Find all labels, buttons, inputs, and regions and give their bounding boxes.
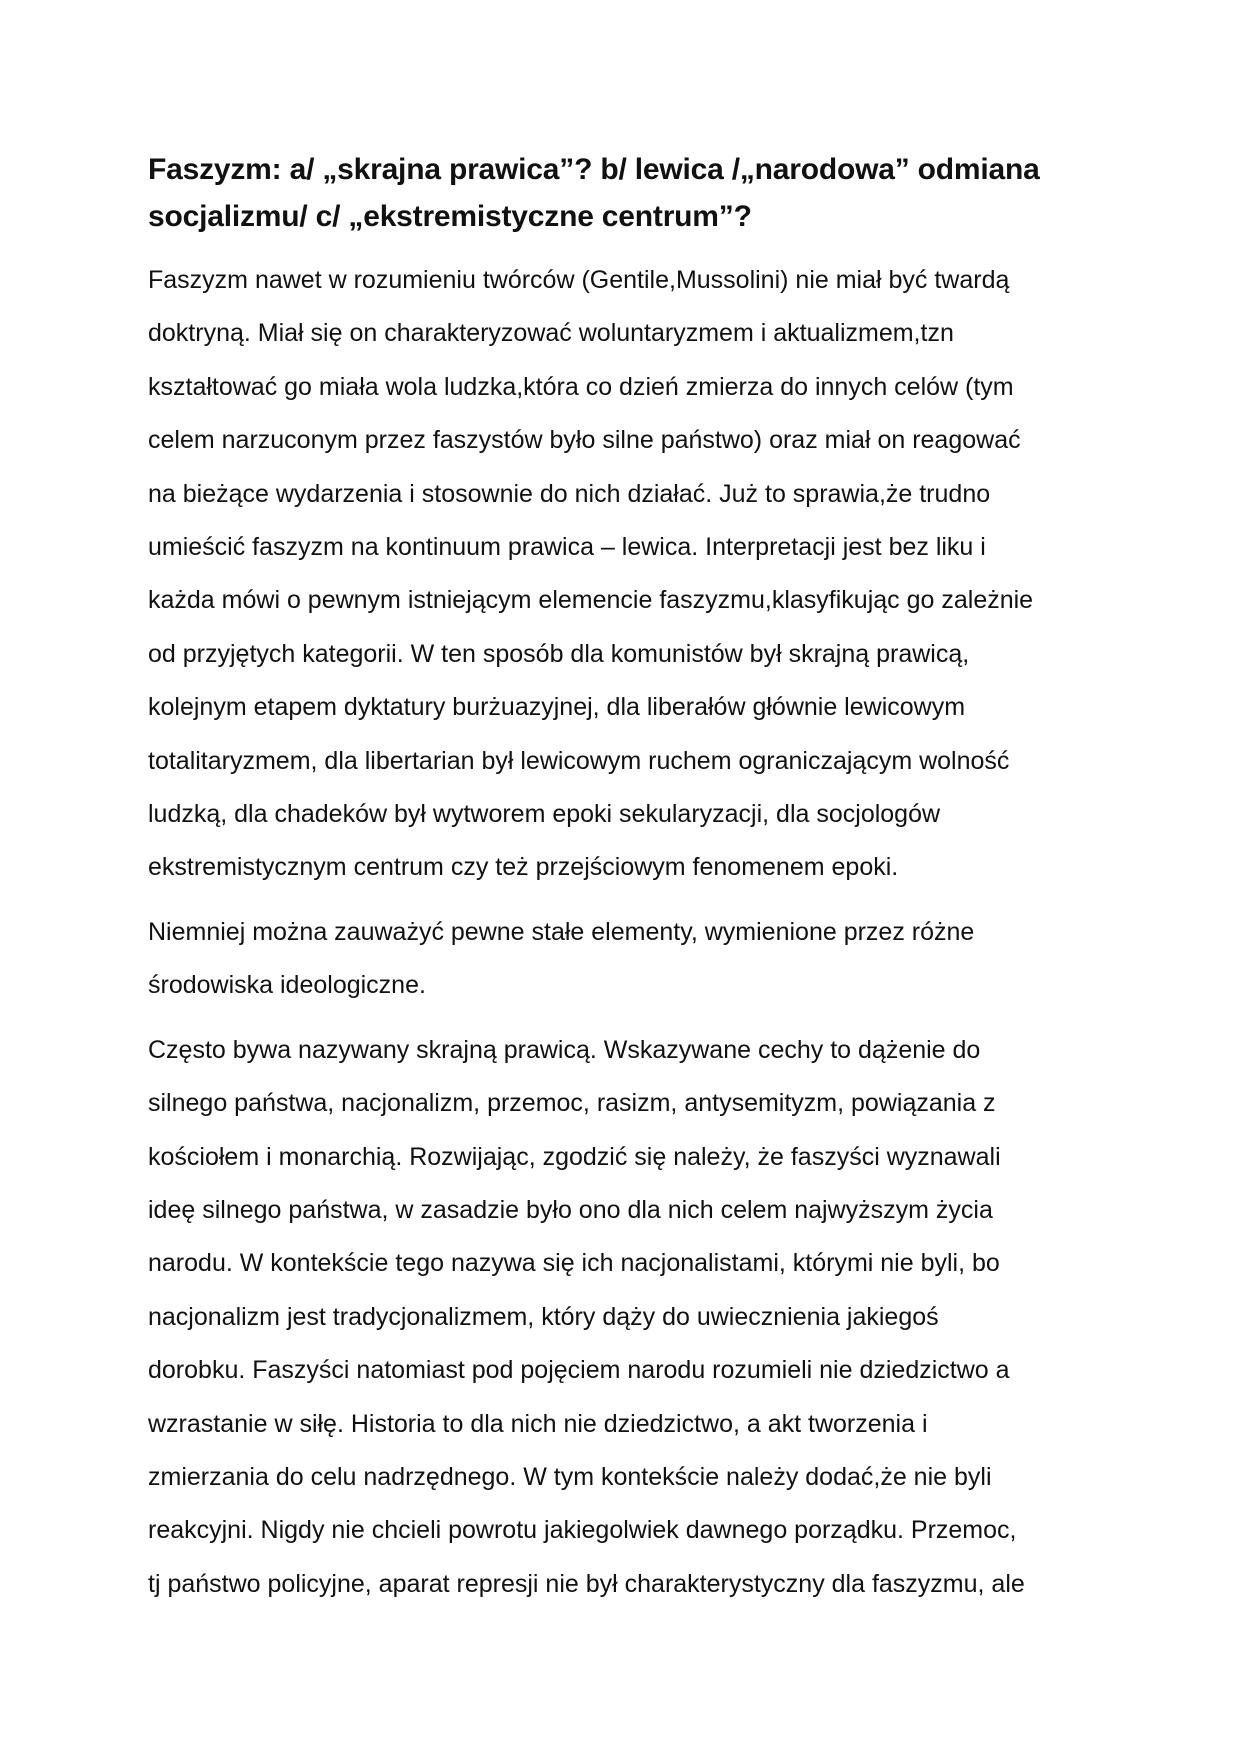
text-line: wzrastanie w siłę. Historia to dla nich nie dziedzictwo, a akt tworzenia i xyxy=(148,1409,928,1438)
title-line: socjalizmu/ c/ „ekstremistyczne centrum”? xyxy=(148,200,752,233)
text-line: narodu. W kontekście tego nazywa się ich nacjonalistami, którymi nie byli, bo xyxy=(148,1249,1000,1278)
text-line: ekstremistycznym centrum czy też przejściowym fenomenem epoki. xyxy=(148,853,899,882)
text-line: reakcyjni. Nigdy nie chcieli powrotu jakiegolwiek dawnego porządku. Przemoc, xyxy=(148,1516,1017,1545)
text-line: od przyjętych kategorii. W ten sposób dla komunistów był skrajną prawicą, xyxy=(148,639,970,668)
text-line: ideę silnego państwa, w zasadzie było ono dla nich celem najwyższym życia xyxy=(148,1195,993,1224)
paragraph-3 xyxy=(148,1024,1098,1611)
document-title xyxy=(148,146,1098,240)
text-line: każda mówi o pewnym istniejącym elemencie faszyzmu,klasyfikując go zależnie xyxy=(148,586,1034,615)
text-line: kształtować go miała wola ludzka,która co dzień zmierza do innych celów (tym xyxy=(148,372,1014,401)
text-line: ludzką, dla chadeków był wytworem epoki sekularyzacji, dla socjologów xyxy=(148,800,941,829)
text-line: nacjonalizm jest tradycjonalizmem, który dąży do uwiecznienia jakiegoś xyxy=(148,1302,939,1331)
paragraph-2 xyxy=(148,906,1098,1013)
text-line: umieścić faszyzm na kontinuum prawica – lewica. Interpretacji jest bez liku i xyxy=(148,533,986,562)
text-line: na bieżące wydarzenia i stosownie do nich działać. Już to sprawia,że trudno xyxy=(148,479,991,508)
paragraph-1 xyxy=(148,254,1098,895)
text-line: kolejnym etapem dyktatury burżuazyjnej, dla liberałów głównie lewicowym xyxy=(148,693,966,722)
title-line: Faszyzm: a/ „skrajna prawica”? b/ lewica /„narodowa” odmiana xyxy=(148,153,1040,186)
text-line: Często bywa nazywany skrajną prawicą. Wskazywane cechy to dążenie do xyxy=(148,1035,981,1064)
text-line: dorobku. Faszyści natomiast pod pojęciem narodu rozumieli nie dziedzictwo a xyxy=(148,1356,1010,1385)
text-line: kościołem i monarchią. Rozwijając, zgodzić się należy, że faszyści wyznawali xyxy=(148,1142,1001,1171)
text-line: doktryną. Miał się on charakteryzować woluntaryzmem i aktualizmem,tzn xyxy=(148,319,954,348)
text-line: zmierzania do celu nadrzędnego. W tym kontekście należy dodać,że nie byli xyxy=(148,1462,992,1491)
text-line: Niemniej można zauważyć pewne stałe elementy, wymienione przez różne xyxy=(148,917,975,946)
text-line: Faszyzm nawet w rozumieniu twórców (Gentile,Mussolini) nie miał być twardą xyxy=(148,266,1010,294)
text-line: tj państwo policyjne, aparat represji nie był charakterystyczny dla faszyzmu, ale xyxy=(148,1569,1025,1598)
text-line: środowiska ideologiczne. xyxy=(148,971,426,1000)
text-line: celem narzuconym przez faszystów było silne państwo) oraz miał on reagować xyxy=(148,426,1021,455)
text-line: totalitaryzmem, dla libertarian był lewicowym ruchem ograniczającym wolność xyxy=(148,746,1010,775)
text-line: silnego państwa, nacjonalizm, przemoc, rasizm, antysemityzm, powiązania z xyxy=(148,1089,996,1118)
document-page xyxy=(148,146,1098,1622)
